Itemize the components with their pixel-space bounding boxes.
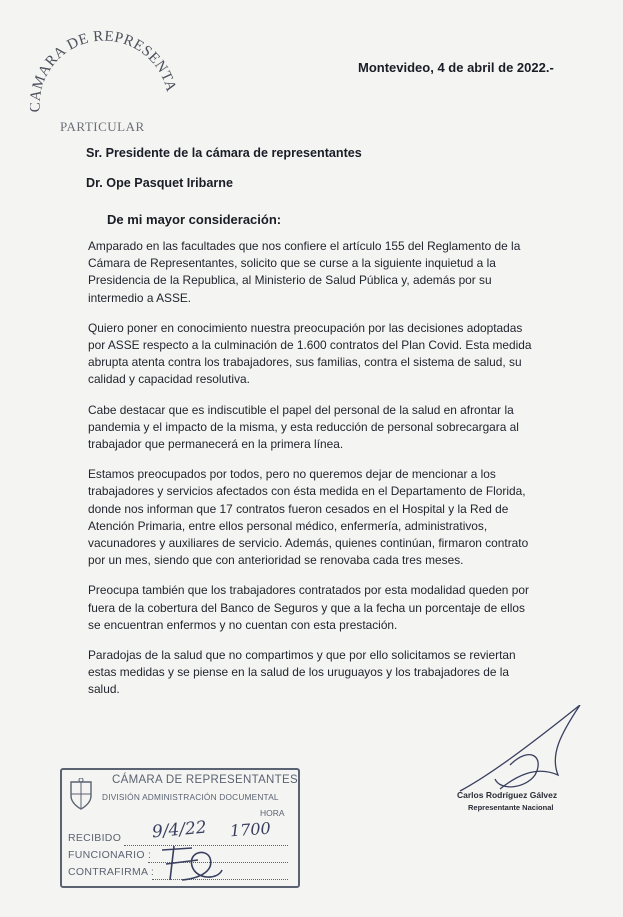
- svg-text:CÁMARA DE REPRESENTANTES: [30, 20, 179, 112]
- paragraph: Preocupa también que los trabajadores contratados por esta modalidad queden por fuera de la cobertura del Banco de Seguros y que a la fecha un porcentaje de ellos se encuentran enfermos y no cuentan con esta prestación.: [88, 583, 529, 632]
- paragraph: Quiero poner en conocimiento nuestra preocupación por las decisiones adoptadas por ASSE respecto a la culminación de 1.600 contratos del Plan Covid. Esta medida abrupta atenta contra los trabajadores, sus familias, contra el sistema de salud, su calidad y capacidad resolutiva.: [88, 320, 532, 387]
- stamp-contrafirma-label: CONTRAFIRMA :: [68, 866, 155, 878]
- stamp-title: CÁMARA DE REPRESENTANTES: [112, 774, 298, 786]
- paragraph: Amparado en las facultades que nos confiere el artículo 155 del Reglamento de la Cámara de Representantes, solicito que se curse a la siguiente inquietud a la Presidencia de la Republica, al Ministerio de Salud Pública y, además por su intermedio a ASSE.: [88, 239, 521, 305]
- stamp-recibido-label: RECIBIDO: [68, 832, 122, 844]
- salutation: De mi mayor consideración:: [107, 212, 282, 227]
- stamp-initials-signature: [152, 840, 232, 884]
- chamber-seal: [30, 20, 180, 120]
- letter-body: [88, 238, 532, 712]
- handwritten-signature: [440, 705, 600, 795]
- seal-text: MARA DE REPRESENTA: [30, 28, 179, 94]
- received-time: 1700: [229, 818, 272, 841]
- signatory-role: Representante Nacional: [468, 803, 554, 812]
- paragraph: Paradojas de la salud que no compartimos y que por ello solicitamos se reviertan estas medidas y se piense en la salud de los uruguayos y los trabajadores de la salud.: [88, 648, 516, 697]
- paragraph: Cabe destacar que es indiscutible el papel del personal de la salud en afrontar la pandemia y el impacto de la misma, y esta reducción de personal sobrecargara al trabajador que permanecerá en la primera línea.: [88, 402, 519, 452]
- stamp-funcionario-label: FUNCIONARIO :: [68, 849, 152, 861]
- paragraph: Estamos preocupados por todos, pero no queremos dejar de mencionar a los trabajadores y servicios afectados con ésta medida en el Departamento de Florida, donde nos informan que 17 contratos fueron cesados en el Hospital y la Red de Atención Primaria, entre ellos personal médico, enfermería, administrativos, vacunadores y auxiliares de servicio. Además, quienes continúan, firmaron contrato por un mes, siendo que con anterioridad se renovaba cada tres meses.: [88, 467, 529, 568]
- stamp-division: DIVISIÓN ADMINISTRACIÓN DOCUMENTAL: [102, 792, 279, 802]
- recipient-line-2: Dr. Ope Pasquet Iribarne: [86, 176, 233, 190]
- recipient-line-1: Sr. Presidente de la cámara de representantes: [86, 146, 362, 160]
- reception-stamp: [60, 768, 300, 888]
- signatory-name: Carlos Rodríguez Gálvez: [457, 790, 558, 800]
- stamp-hora-label: HORA: [260, 808, 285, 818]
- letterhead-subtitle: PARTICULAR: [60, 119, 145, 134]
- received-date: 9/4/22: [151, 817, 208, 843]
- letter-date: Montevideo, 4 de abril de 2022.-: [358, 60, 554, 75]
- coat-of-arms-icon: [68, 778, 94, 812]
